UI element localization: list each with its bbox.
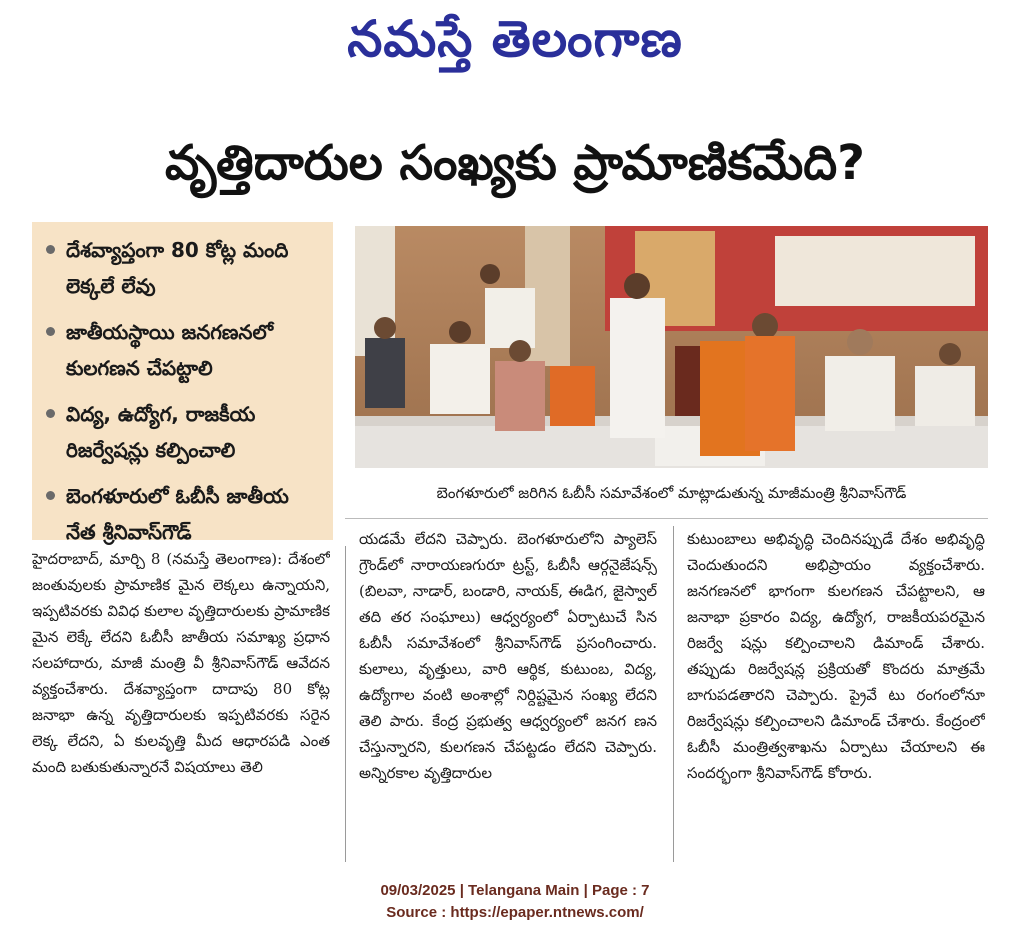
bullet-icon bbox=[46, 245, 55, 254]
article-headline: వృత్తిదారుల సంఖ్యకు ప్రామాణికమేది? bbox=[165, 135, 865, 191]
newspaper-logo: నమస్తే తెలంగాణ bbox=[347, 9, 683, 68]
news-photo bbox=[355, 226, 988, 468]
highlight-text: బెంగళూరులో ఓబీసీ జాతీయ నేత శ్రీనివాస్‌గౌడ్ bbox=[66, 484, 289, 544]
column-divider bbox=[345, 518, 673, 519]
stage-photo-illustration bbox=[355, 226, 988, 468]
highlight-text: విద్య, ఉద్యోగ, రాజకీయ రిజర్వేషన్లు కల్పించాలి bbox=[66, 402, 256, 462]
highlight-item bbox=[46, 314, 323, 386]
article-column-3: కుటుంబాలు అభివృద్ధి చెందినప్పుడే దేశం అభివృద్ధి చెందుతుందని అభిప్రాయం వ్యక్తంచేశారు. జనగణనలో భాగంగా కులగణన చేపట్టాలని, ఆ జనాభా ప్రకారం విద్య, ఉద్యోగ, రాజకీయపరమైన రిజర్వే షన్లు కల్పించాలని డిమాండ్ చేశారు. తప్పుడు రిజర్వేషన్ల ప్రక్రియతో కొందరు మాత్రమే బాగుపడతారని చెప్పారు. ప్రైవే టు రంగంలోనూ రిజర్వేషన్లు కల్పించాలని డిమాండ్ చేశారు. కేంద్రంలో ఓబీసీ మంత్రిత్వశాఖను ఏర్పాటు చేయాలని ఈ సందర్భంగా శ్రీనివాస్‌గౌడ్ కోరారు. bbox=[687, 530, 985, 782]
highlight-text: దేశవ్యాప్తంగా 80 కోట్ల మంది లెక్కలే లేవు bbox=[66, 238, 289, 298]
footer-date-page: 09/03/2025 | Telangana Main | Page : 7 bbox=[380, 882, 650, 899]
photo-caption: బెంగళూరులో జరిగిన ఓబీసీ సమావేశంలో మాట్లాడుతున్న మాజీమంత్రి శ్రీనివాస్‌గౌడ్ bbox=[436, 484, 907, 502]
column-divider bbox=[673, 526, 674, 862]
column-divider bbox=[345, 546, 346, 862]
column-divider bbox=[673, 518, 988, 519]
masthead bbox=[0, 4, 1030, 82]
highlight-item bbox=[46, 232, 323, 304]
article-column-1: హైదరాబాద్, మార్చి 8 (నమస్తే తెలంగాణ): దేశంలో జంతువులకు ప్రామాణిక మైన లెక్కలు ఉన్నాయని, ఇప్పటివరకు వివిధ కులాల వృత్తిదారులకు ప్రామాణిక మైన లెక్కే లేదని ఓబీసీ జాతీయ సమాఖ్య ప్రధాన సలహాదారు, మాజీ మంత్రి వీ శ్రీనివాస్‌గౌడ్ ఆవేదన వ్యక్తంచేశారు. దేశవ్యాప్తంగా దాదాపు 80 కోట్ల జనాభా ఉన్న వృత్తిదారులకు ఇప్పటివరకు సరైన లెక్క లేదని, ఏ కులవృత్తి మీద ఆధారపడి ఎంత మంది బతుకుతున్నారనే విషయాలు తెలి bbox=[32, 550, 330, 776]
footer-source: Source : https://epaper.ntnews.com/ bbox=[386, 904, 644, 921]
highlight-item bbox=[46, 478, 323, 550]
highlight-text: జాతీయస్థాయి జనగణనలో కులగణన చేపట్టాలి bbox=[66, 320, 274, 380]
highlights-box bbox=[32, 222, 333, 544]
bullet-icon bbox=[46, 409, 55, 418]
footer bbox=[0, 880, 1030, 944]
article-column-2: యడమే లేదని చెప్పారు. బెంగళూరులోని ప్యాలెస్ గ్రౌండ్‌లో నారాయణగురూ ట్రస్ట్, ఓబీసీ ఆర్గనైజేషన్స్ (బిలవా, నాడార్, బండారి, నాయక్, ఈడిగ, జైస్వాల్ తది తర సంఘాలు) ఆధ్వర్యంలో ఏర్పాటుచే సిన ఓబీసీ సమావేశంలో శ్రీనివాస్‌గౌడ్ ప్రసంగించారు. కులాలు, వృత్తులు, వారి ఆర్థిక, కుటుంబ, విద్య, ఉద్యోగాల వంటి అంశాల్లో నిర్దిష్టమైన సంఖ్య లేదని తెలి పారు. కేంద్ర ప్రభుత్వ ఆధ్వర్యంలో జనగ ణన చేస్తున్నారని, కులగణన చేపట్టడం లేదని చెప్పారు. అన్నిరకాల వృత్తిదారుల bbox=[359, 530, 657, 782]
highlight-item bbox=[46, 396, 323, 468]
bullet-icon bbox=[46, 491, 55, 500]
bullet-icon bbox=[46, 327, 55, 336]
